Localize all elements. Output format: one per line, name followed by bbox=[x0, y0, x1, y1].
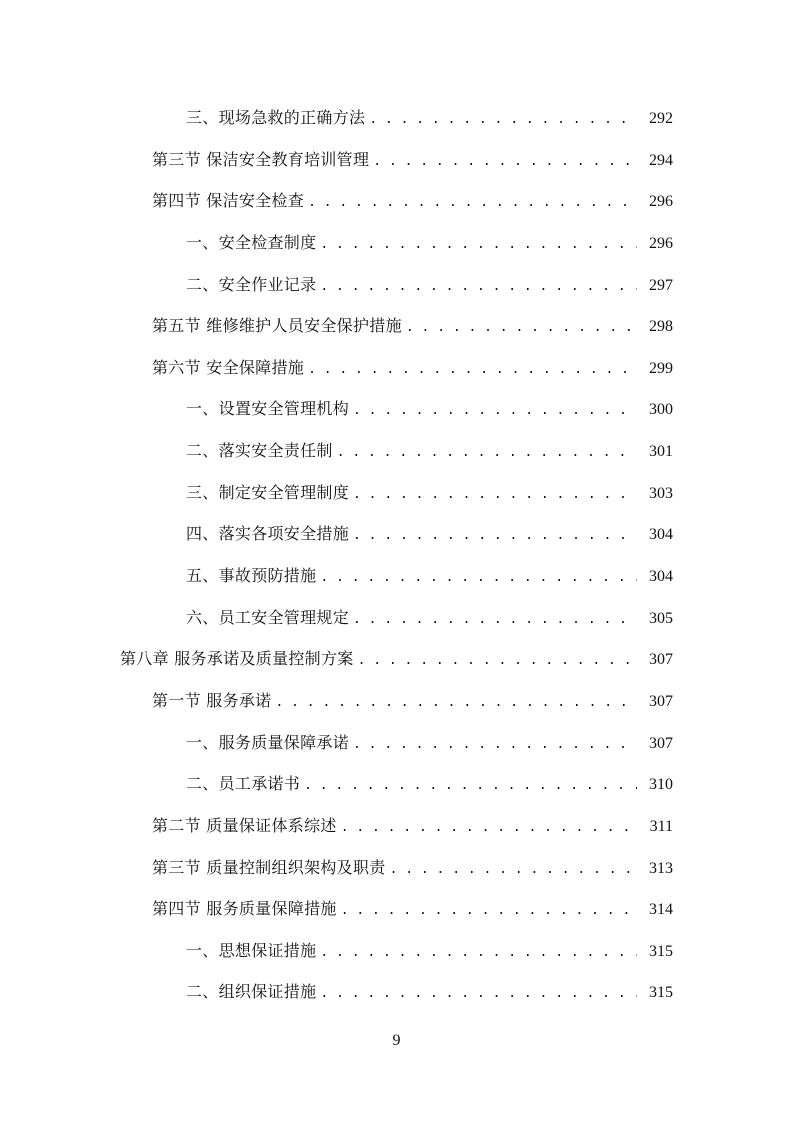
toc-entry-title: 第四节 服务质量保障措施 bbox=[152, 899, 337, 919]
toc-dot-leader bbox=[304, 765, 637, 807]
toc-entry[interactable] bbox=[0, 305, 793, 347]
toc-dot-leader bbox=[353, 599, 637, 641]
toc-entry[interactable] bbox=[0, 597, 793, 639]
toc-dot-leader bbox=[320, 266, 637, 308]
toc-entry-page: 315 bbox=[649, 942, 673, 960]
toc-entry-page: 307 bbox=[649, 734, 673, 752]
toc-entry-page: 296 bbox=[649, 234, 673, 252]
toc-entry[interactable] bbox=[0, 347, 793, 389]
toc-entry[interactable] bbox=[0, 555, 793, 597]
toc-entry[interactable] bbox=[0, 388, 793, 430]
toc-entry-title: 五、事故预防措施 bbox=[186, 566, 317, 586]
toc-entry-page: 304 bbox=[649, 526, 673, 544]
toc-entry[interactable] bbox=[0, 472, 793, 514]
toc-entry-page: 298 bbox=[649, 318, 673, 336]
toc-dot-leader bbox=[406, 307, 637, 349]
toc-entry[interactable] bbox=[0, 971, 793, 1013]
toc-entry-page: 314 bbox=[649, 901, 673, 919]
toc-entry-title: 二、组织保证措施 bbox=[186, 982, 317, 1002]
toc-dot-leader bbox=[373, 141, 637, 183]
table-of-contents bbox=[0, 97, 793, 1013]
toc-entry-title: 六、员工安全管理规定 bbox=[186, 607, 350, 627]
toc-entry-title: 第六节 安全保障措施 bbox=[152, 357, 305, 377]
toc-entry[interactable] bbox=[0, 430, 793, 472]
toc-dot-leader bbox=[341, 807, 637, 849]
toc-entry-title: 第三节 保洁安全教育培训管理 bbox=[152, 149, 370, 169]
toc-dot-leader bbox=[308, 349, 637, 391]
toc-dot-leader bbox=[353, 474, 637, 516]
toc-entry-title: 一、思想保证措施 bbox=[186, 940, 317, 960]
toc-entry-title: 第三节 质量控制组织架构及职责 bbox=[152, 857, 386, 877]
toc-entry[interactable] bbox=[0, 638, 793, 680]
toc-entry-page: 301 bbox=[649, 443, 673, 461]
toc-entry-title: 二、员工承诺书 bbox=[186, 774, 301, 794]
toc-dot-leader bbox=[337, 432, 637, 474]
toc-entry-page: 294 bbox=[649, 151, 673, 169]
toc-entry-page: 296 bbox=[649, 193, 673, 211]
toc-entry-title: 第二节 质量保证体系综述 bbox=[152, 815, 337, 835]
toc-dot-leader bbox=[353, 724, 637, 766]
toc-entry-title: 三、现场急救的正确方法 bbox=[186, 108, 366, 127]
toc-entry-title: 第一节 服务承诺 bbox=[152, 690, 272, 710]
toc-entry-page: 300 bbox=[649, 401, 673, 419]
toc-entry-title: 一、服务质量保障承诺 bbox=[186, 732, 350, 752]
toc-entry-page: 315 bbox=[649, 984, 673, 1002]
toc-entry-page: 304 bbox=[649, 568, 673, 586]
toc-dot-leader bbox=[369, 99, 637, 141]
toc-entry-title: 第四节 保洁安全检查 bbox=[152, 191, 305, 211]
toc-entry-page: 292 bbox=[649, 110, 673, 127]
toc-dot-leader bbox=[308, 182, 637, 224]
toc-entry[interactable] bbox=[0, 930, 793, 972]
toc-dot-leader bbox=[320, 973, 637, 1015]
toc-dot-leader bbox=[320, 557, 637, 599]
toc-entry[interactable] bbox=[0, 805, 793, 847]
page-number: 9 bbox=[392, 1032, 401, 1049]
toc-entry[interactable] bbox=[0, 680, 793, 722]
toc-entry-page: 311 bbox=[649, 817, 673, 835]
toc-entry-page: 299 bbox=[649, 359, 673, 377]
toc-entry-page: 313 bbox=[649, 859, 673, 877]
toc-entry-page: 310 bbox=[649, 776, 673, 794]
toc-entry-title: 二、安全作业记录 bbox=[186, 274, 317, 294]
toc-entry-title: 一、设置安全管理机构 bbox=[186, 399, 350, 419]
toc-entry[interactable] bbox=[0, 888, 793, 930]
toc-dot-leader bbox=[353, 515, 637, 557]
toc-entry-page: 307 bbox=[649, 692, 673, 710]
toc-entry-page: 307 bbox=[649, 651, 673, 669]
toc-entry-title: 第八章 服务承诺及质量控制方案 bbox=[120, 649, 354, 669]
toc-entry-page: 297 bbox=[649, 276, 673, 294]
toc-entry-title: 二、落实安全责任制 bbox=[186, 441, 333, 461]
toc-dot-leader bbox=[390, 849, 637, 891]
toc-dot-leader bbox=[276, 682, 638, 724]
toc-entry[interactable] bbox=[0, 763, 793, 805]
toc-entry[interactable] bbox=[0, 264, 793, 306]
toc-entry-title: 一、安全检查制度 bbox=[186, 232, 317, 252]
toc-entry-page: 303 bbox=[649, 484, 673, 502]
toc-entry[interactable] bbox=[0, 722, 793, 764]
toc-entry[interactable] bbox=[0, 139, 793, 181]
toc-dot-leader bbox=[341, 890, 637, 932]
toc-entry-page: 305 bbox=[649, 609, 673, 627]
toc-entry[interactable] bbox=[0, 180, 793, 222]
toc-dot-leader bbox=[358, 640, 637, 682]
toc-dot-leader bbox=[320, 224, 637, 266]
toc-entry-title: 三、制定安全管理制度 bbox=[186, 482, 350, 502]
toc-entry-title: 第五节 维修维护人员安全保护措施 bbox=[152, 316, 402, 336]
toc-entry[interactable] bbox=[0, 513, 793, 555]
toc-entry-title: 四、落实各项安全措施 bbox=[186, 524, 350, 544]
toc-dot-leader bbox=[353, 390, 637, 432]
toc-entry[interactable] bbox=[0, 847, 793, 889]
toc-dot-leader bbox=[320, 932, 637, 974]
toc-entry[interactable] bbox=[0, 222, 793, 264]
toc-entry[interactable] bbox=[0, 97, 793, 139]
